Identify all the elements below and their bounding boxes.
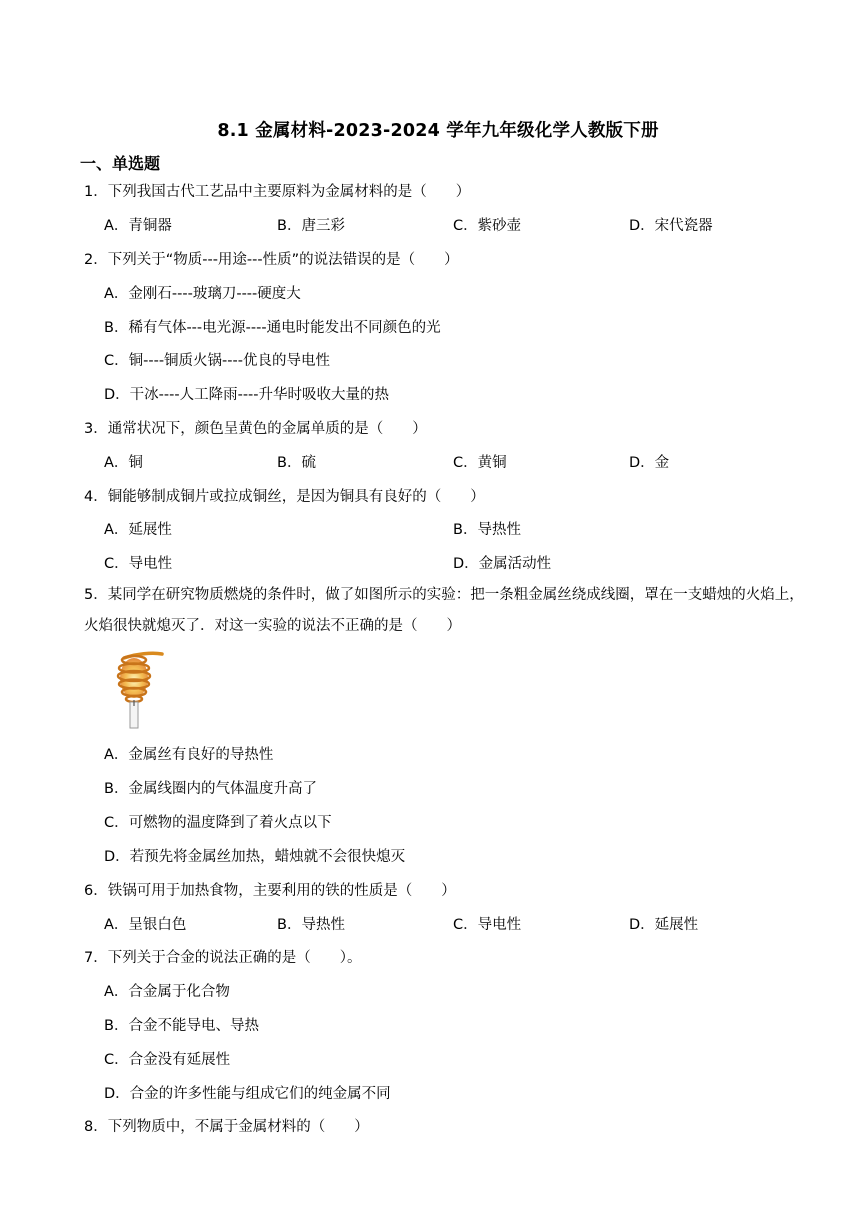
question-1-option-a: A．青铜器 xyxy=(104,218,172,234)
question-6-option-b: B．导热性 xyxy=(277,917,345,933)
question-5-option-d: D．若预先将金属丝加热，蜡烛就不会很快熄灭 xyxy=(104,849,406,865)
question-2-option-b: B．稀有气体---电光源----通电时能发出不同颜色的光 xyxy=(104,320,441,336)
coiled-wire-candle-figure xyxy=(100,648,164,732)
question-5-stem: 5．某同学在研究物质燃烧的条件时，做了如图所示的实验：把一条粗金属丝绕成线圈，罩在一支蜡烛的火焰上，火焰很快就熄灭了．对这一实验的说法不正确的是（ ） xyxy=(84,587,804,634)
question-2-stem: 2．下列关于“物质---用途---性质”的说法错误的是（ ） xyxy=(84,252,459,268)
section-heading: 一、单选题 xyxy=(80,154,161,173)
question-3-stem: 3．通常状况下，颜色呈黄色的金属单质的是（ ） xyxy=(84,421,427,437)
question-7-option-a: A．合金属于化合物 xyxy=(104,984,230,1000)
question-7-stem: 7．下列关于合金的说法正确的是（ ）。 xyxy=(84,950,362,966)
question-4-stem: 4．铜能够制成铜片或拉成铜丝，是因为铜具有良好的（ ） xyxy=(84,489,485,505)
question-2-option-d: D．干冰----人工降雨----升华时吸收大量的热 xyxy=(104,387,390,403)
question-6-option-a: A．呈银白色 xyxy=(104,917,187,933)
question-6-option-d: D．延展性 xyxy=(629,917,699,933)
question-5-option-b: B．金属线圈内的气体温度升高了 xyxy=(104,781,317,797)
question-3-option-b: B．硫 xyxy=(277,455,316,471)
question-2-option-c: C．铜----铜质火锅----优良的导电性 xyxy=(104,353,330,369)
question-6-option-c: C．导电性 xyxy=(453,917,522,933)
question-4-option-a: A．延展性 xyxy=(104,522,172,538)
question-8-stem: 8．下列物质中，不属于金属材料的（ ） xyxy=(84,1119,369,1135)
question-1-option-b: B．唐三彩 xyxy=(277,218,345,234)
question-7-option-b: B．合金不能导电、导热 xyxy=(104,1018,259,1034)
question-1-option-c: C．紫砂壶 xyxy=(453,218,522,234)
question-1-stem: 1．下列我国古代工艺品中主要原料为金属材料的是（ ） xyxy=(84,184,471,200)
question-3-option-d: D．金 xyxy=(629,455,670,471)
question-4-option-d: D．金属活动性 xyxy=(453,556,552,572)
question-7-option-d: D．合金的许多性能与组成它们的纯金属不同 xyxy=(104,1086,391,1102)
question-3-option-a: A．铜 xyxy=(104,455,143,471)
question-2-option-a: A．金刚石----玻璃刀----硬度大 xyxy=(104,286,301,302)
page-title: 8.1 金属材料-2023-2024 学年九年级化学人教版下册 xyxy=(217,121,659,141)
question-4-option-c: C．导电性 xyxy=(104,556,173,572)
question-6-stem: 6．铁锅可用于加热食物，主要利用的铁的性质是（ ） xyxy=(84,883,456,899)
question-1-option-d: D．宋代瓷器 xyxy=(629,218,713,234)
question-5-option-c: C．可燃物的温度降到了着火点以下 xyxy=(104,815,332,831)
question-5-option-a: A．金属丝有良好的导热性 xyxy=(104,747,274,763)
question-3-option-c: C．黄铜 xyxy=(453,455,507,471)
question-7-option-c: C．合金没有延展性 xyxy=(104,1052,231,1068)
question-4-option-b: B．导热性 xyxy=(453,522,521,538)
